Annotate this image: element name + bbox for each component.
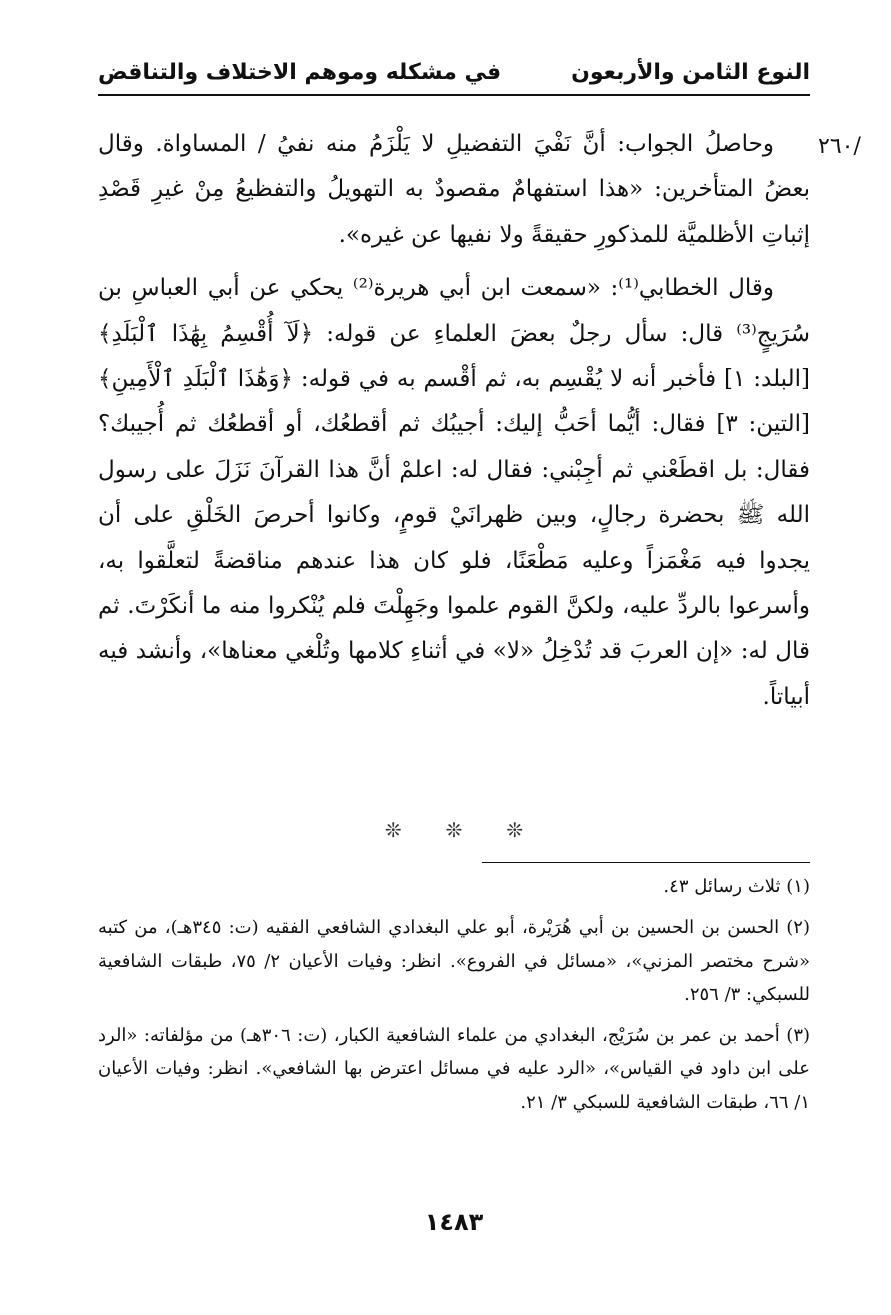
chapter-title: النوع الثامن والأربعون — [571, 59, 810, 85]
asterism-mark: ❊ — [506, 818, 524, 842]
paragraph-answer-summary: وحاصلُ الجواب: أنَّ نَفْيَ التفضيلِ لا يَلْزَمُ منه نفيُ / المساواة. وقال بعضُ المتأخرين: «هذا استفهامٌ مقصودٌ به التهويلُ والتفظيعُ مِنْ غيرِ قَصْدِ إثباتِ الأظلميَّة للمذكورِ حقيقةً ولا نفيها عن غيره». — [98, 131, 810, 248]
footnote-2: (٢) الحسن بن الحسين بن أبي هُرَيْرة، أبو علي البغدادي الشافعي الفقيه (ت: ٣٤٥هـ)، من كتبه «شرح مختصر المزني»، «مسائل في الفروع». انظر: وفيات الأعيان ٢/ ٧٥، طبقات الشافعية للسبكي: ٣/ ٢٥٦. — [98, 917, 810, 1005]
footnotes — [98, 870, 810, 1119]
asterism-mark: ❊ — [445, 818, 463, 842]
asterism-mark: ❊ — [384, 818, 402, 842]
paragraph-khattabi-quote: وقال الخطابي⁽¹⁾: «سمعت ابن أبي هريرة⁽²⁾ يحكي عن أبي العباسِ بن سُرَيجٍ⁽³⁾ قال: سأل رجلٌ بعضَ العلماءِ عن قوله: ﴿لَآ أُقْسِمُ بِهَٰذَا ٱلْبَلَدِ﴾ [البلد: ١] فأخبر أنه لا يُقْسِم به، ثم أقْسم به في قوله: ﴿وَهَٰذَا ٱلْبَلَدِ ٱلْأَمِينِ﴾ [التين: ٣] فقال: أيُّما أحَبُّ إليك: أجيبُك ثم أقطعُك، أو أقطعُك ثم أُجيبك؟ فقال: بل اقطَعْني ثم أجِبْني: فقال له: اعلمْ أنَّ هذا القرآنَ نَزَلَ على رسول الله ﷺ بحضرة رجالٍ، وبين ظهرانَيْ قومٍ، وكانوا أحرصَ الخَلْقِ على أن يجدوا فيه مَغْمَزاً وعليه مَطْعَنًا، فلو كان هذا عندهم مناقضةً لتعلَّقوا به، وأسرعوا بالردِّ عليه، ولكنَّ القوم علموا وجَهِلْتَ فلم يُنْكروا منه ما أنكَرْتَ. ثم قال له: «إن العربَ قد تُدْخِلُ «لا» في أثناءِ كلامها وتُلْغي معناها»، وأنشد فيه أبياتاً. — [98, 275, 810, 710]
main-text — [98, 122, 810, 720]
margin-page-reference: /٢٦٠ — [818, 134, 861, 159]
footnote-3: (٣) أحمد بن عمر بن سُرَيْج، البغدادي من علماء الشافعية الكبار، (ت: ٣٠٦هـ) من مؤلفاته: «الرد على ابن داود في القياس»، «الرد عليه في مسائل اعترض بها الشافعي». انظر: وفيات الأعيان ١/ ٦٦، طبقات الشافعية للسبكي ٣/ ٢١. — [98, 1025, 811, 1113]
section-separator — [98, 818, 810, 842]
running-header — [98, 52, 810, 92]
page-number: ١٤٨٣ — [424, 1208, 484, 1236]
footnote-1: (١) ثلاث رسائل ٤٣. — [663, 876, 810, 897]
header-rule — [98, 94, 810, 96]
footnote-rule — [482, 862, 810, 863]
section-title: في مشكله وموهم الاختلاف والتناقض — [98, 59, 502, 85]
